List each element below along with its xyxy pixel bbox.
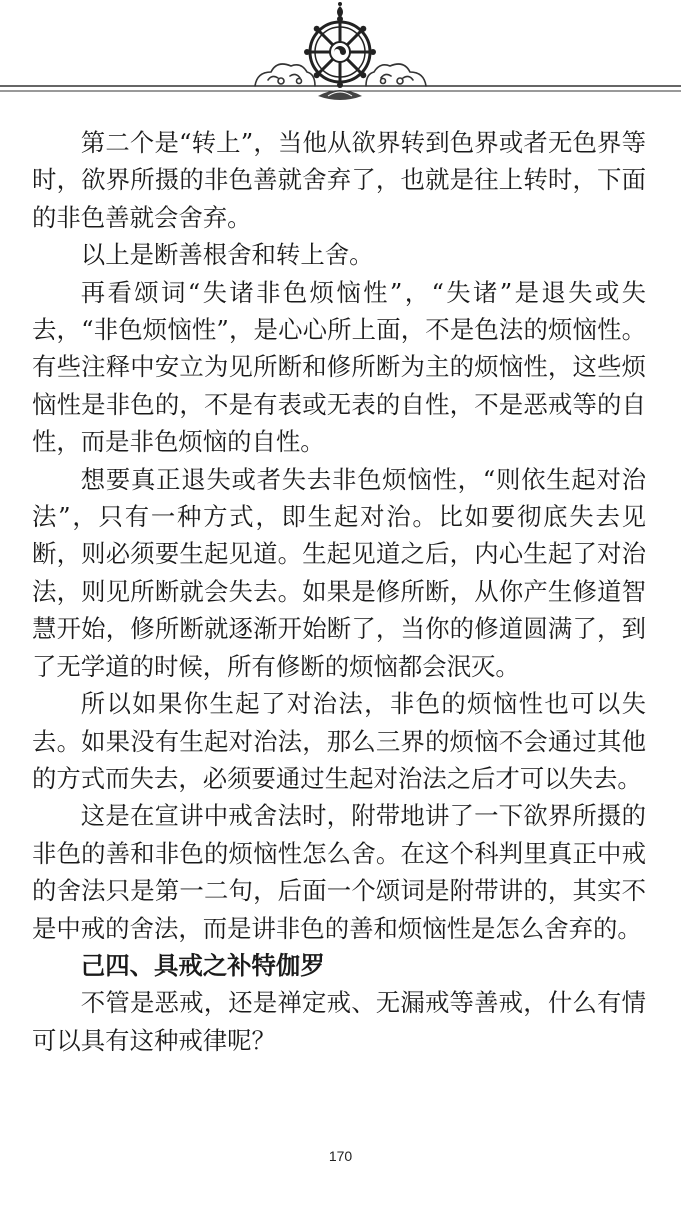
paragraph: 第二个是“转上”，当他从欲界转到色界或者无色界等时，欲界所摄的非色善就舍弃了，也就是往上转时，下面的非色善就会舍弃。 — [32, 128, 646, 232]
paragraph: 这是在宣讲中戒舍法时，附带地讲了一下欲界所摄的非色的善和非色的烦恼性怎么舍。在这个科判里真正中戒的舍法只是第一二句，后面一个颂词是附带讲的，其实不是中戒的舍法，而是讲非色的善和烦恼性是怎么舍弃的。 — [32, 801, 646, 943]
paragraph: 想要真正退失或者失去非色烦恼性，“则依生起对治法”，只有一种方式，即生起对治。比如要彻底失去见断，则必须要生起见道。生起见道之后，内心生起了对治法，则见所断就会失去。如果是修所断，从你产生修道智慧开始，修所断就逐渐开始断了，当你的修道圆满了，到了无学道的时候，所有修断的烦恼都会泯灭。 — [32, 464, 646, 681]
page-number: 170 — [328, 1148, 353, 1164]
paragraph: 所以如果你生起了对治法，非色的烦恼性也可以失去。如果没有生起对治法，那么三界的烦恼不会通过其他的方式而失去，必须要通过生起对治法之后才可以失去。 — [32, 689, 646, 793]
paragraph: 不管是恶戒，还是禅定戒、无漏戒等善戒，什么有情可以具有这种戒律呢？ — [32, 988, 646, 1055]
dharma-wheel-icon — [0, 0, 681, 110]
section-heading: 己四、具戒之补特伽罗 — [80, 950, 325, 980]
paragraph: 以上是断善根舍和转上舍。 — [80, 240, 374, 270]
main-text — [32, 124, 646, 1059]
auspicious-cloud-icon — [255, 64, 315, 86]
paragraph: 再看颂词“失诸非色烦恼性”，“失诸”是退失或失去，“非色烦恼性”，是心心所上面，不是色法的烦恼性。有些注释中安立为见所断和修所断为主的烦恼性，这些烦恼性是非色的，不是有表或无表的自性，不是恶戒等的自性，而是非色烦恼的自性。 — [32, 277, 646, 457]
page-header-ornament — [0, 0, 681, 110]
